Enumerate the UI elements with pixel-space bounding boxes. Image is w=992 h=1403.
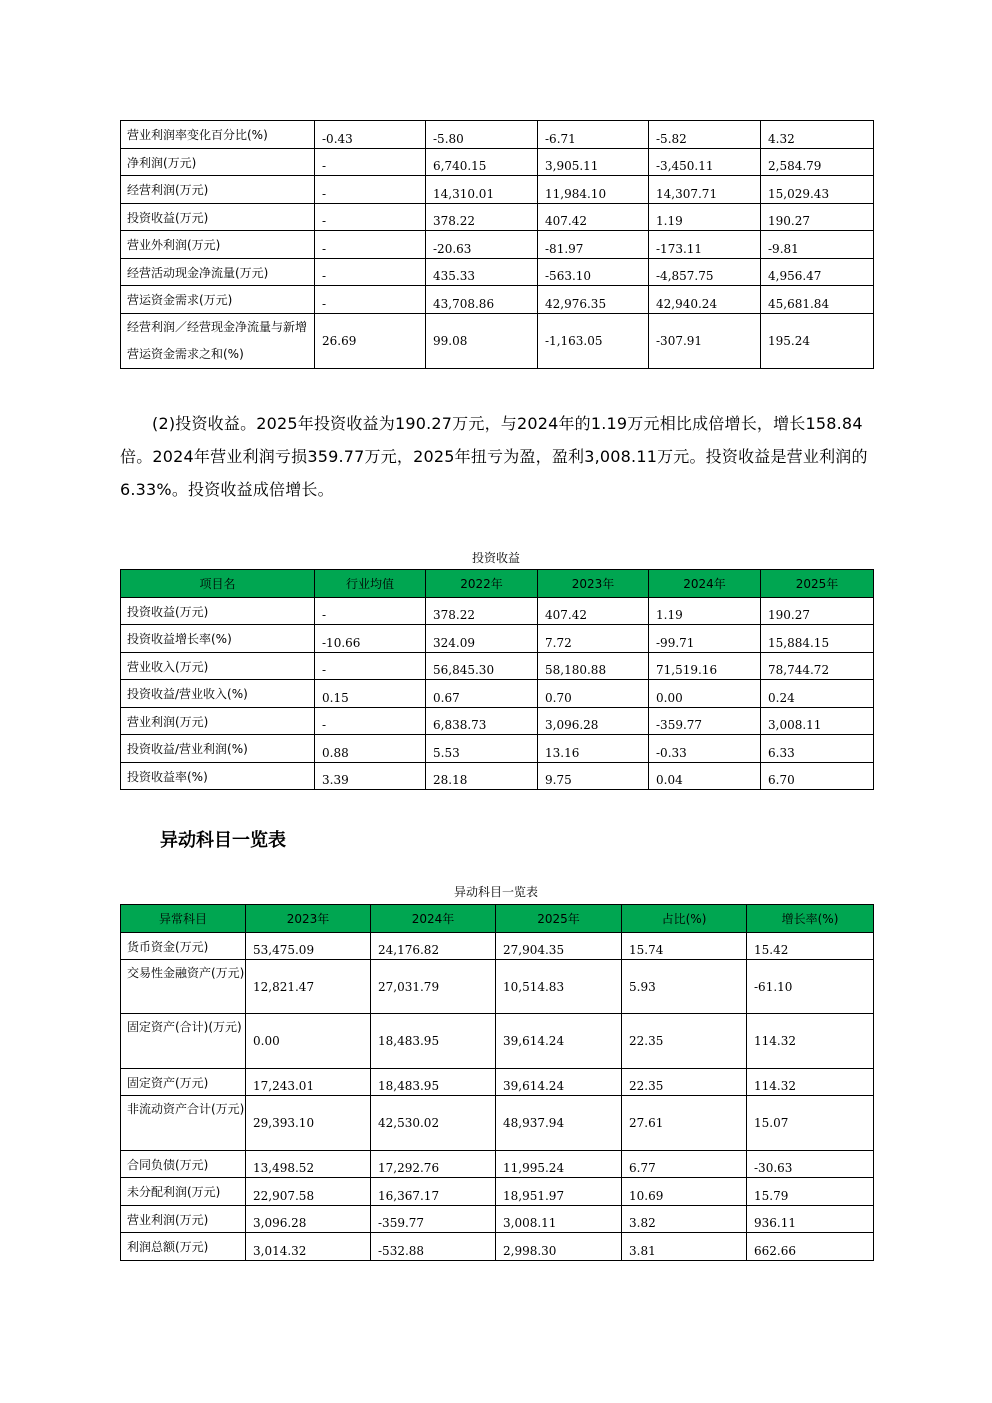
anomaly-table-caption: 异动科目一览表 (453, 885, 538, 899)
column-header: 行业均值 (315, 570, 426, 598)
cell: 1.19 (649, 598, 761, 625)
table-row (121, 286, 874, 314)
cell: 0.88 (315, 735, 426, 763)
cell: -6.71 (538, 121, 649, 149)
cell: -359.77 (371, 1206, 496, 1233)
cell: 53,475.09 (246, 933, 371, 960)
investment-income-caption: 投资收益 (471, 551, 520, 565)
cell: - (315, 176, 426, 204)
row-label: 货币资金(万元) (121, 933, 246, 960)
cell: 27,904.35 (496, 933, 622, 960)
row-label: 投资收益率(%) (121, 763, 315, 790)
cell: 18,951.97 (496, 1178, 622, 1206)
row-label: 营业收入(万元) (121, 653, 315, 680)
cell: 11,995.24 (496, 1151, 622, 1178)
cell: -61.10 (747, 960, 874, 1014)
cell: 58,180.88 (538, 653, 649, 680)
cell: -532.88 (371, 1233, 496, 1261)
cell: 18,483.95 (371, 1069, 496, 1096)
row-label: 经营利润(万元) (121, 176, 315, 204)
cell: 0.00 (246, 1014, 371, 1069)
row-label: 经营利润／经营现金净流量与新增营运资金需求之和(%) (121, 314, 315, 369)
cell: 78,744.72 (761, 653, 874, 680)
cell: 15.74 (622, 933, 747, 960)
cell: 10,514.83 (496, 960, 622, 1014)
cell: 12,821.47 (246, 960, 371, 1014)
row-label: 投资收益(万元) (121, 598, 315, 625)
row-label: 未分配利润(万元) (121, 1178, 246, 1206)
cell: 15.79 (747, 1178, 874, 1206)
row-label: 固定资产(合计)(万元) (121, 1014, 246, 1069)
cell: 39,614.24 (496, 1014, 622, 1069)
cell: 435.33 (426, 259, 538, 286)
column-header: 异常科目 (121, 905, 246, 933)
cell: 39,614.24 (496, 1069, 622, 1096)
cell: 43,708.86 (426, 286, 538, 314)
cell: -1,163.05 (538, 314, 649, 369)
table-row (121, 708, 874, 735)
cell: 6,838.73 (426, 708, 538, 735)
cell: - (315, 286, 426, 314)
table-row (121, 1233, 874, 1261)
table-row (121, 1151, 874, 1178)
row-label: 营业利润率变化百分比(%) (121, 121, 315, 149)
cell: 0.24 (761, 680, 874, 708)
cell: 71,519.16 (649, 653, 761, 680)
row-label: 投资收益/营业利润(%) (121, 735, 315, 763)
table-row (121, 598, 874, 625)
table-row (121, 1206, 874, 1233)
row-label: 利润总额(万元) (121, 1233, 246, 1261)
cell: 407.42 (538, 598, 649, 625)
table-row (121, 653, 874, 680)
table-header-row (121, 905, 874, 933)
cell: -5.80 (426, 121, 538, 149)
cell: 27,031.79 (371, 960, 496, 1014)
cell: 5.93 (622, 960, 747, 1014)
cell: -0.33 (649, 735, 761, 763)
table-row (121, 763, 874, 790)
analysis-paragraph (120, 407, 880, 506)
cell: 45,681.84 (761, 286, 874, 314)
table-header-row (121, 570, 874, 598)
cell: 42,940.24 (649, 286, 761, 314)
cell: -30.63 (747, 1151, 874, 1178)
cell: 2,584.79 (761, 149, 874, 176)
section-heading: 异动科目一览表 (160, 830, 286, 851)
column-header: 2023年 (246, 905, 371, 933)
cell: - (315, 204, 426, 231)
column-header: 增长率(%) (747, 905, 874, 933)
cell: 0.00 (649, 680, 761, 708)
cell: 26.69 (315, 314, 426, 369)
cell: 27.61 (622, 1096, 747, 1151)
cell: - (315, 598, 426, 625)
table-row (121, 680, 874, 708)
cell: -4,857.75 (649, 259, 761, 286)
cell: 3,096.28 (538, 708, 649, 735)
cell: 190.27 (761, 204, 874, 231)
cell: 11,984.10 (538, 176, 649, 204)
column-header: 2024年 (649, 570, 761, 598)
table-row (121, 625, 874, 653)
table-row (121, 1178, 874, 1206)
row-label: 净利润(万元) (121, 149, 315, 176)
cell: - (315, 259, 426, 286)
column-header: 占比(%) (622, 905, 747, 933)
cell: - (315, 231, 426, 259)
cell: 190.27 (761, 598, 874, 625)
cell: 29,393.10 (246, 1096, 371, 1151)
cell: -20.63 (426, 231, 538, 259)
table-row (121, 149, 874, 176)
cell: 324.09 (426, 625, 538, 653)
table-row (121, 176, 874, 204)
cell: 936.11 (747, 1206, 874, 1233)
cell: 28.18 (426, 763, 538, 790)
row-label: 营业外利润(万元) (121, 231, 315, 259)
cell: 9.75 (538, 763, 649, 790)
cell: 195.24 (761, 314, 874, 369)
cell: 114.32 (747, 1014, 874, 1069)
cell: 114.32 (747, 1069, 874, 1096)
cell: 3.82 (622, 1206, 747, 1233)
cell: -0.43 (315, 121, 426, 149)
cell: 4,956.47 (761, 259, 874, 286)
cell: 14,310.01 (426, 176, 538, 204)
investment-income-table (120, 569, 874, 790)
row-label: 投资收益(万元) (121, 204, 315, 231)
table-row (121, 1014, 874, 1069)
cell: 3.39 (315, 763, 426, 790)
cell: 7.72 (538, 625, 649, 653)
paragraph-text: (2)投资收益。2025年投资收益为190.27万元，与2024年的1.19万元相比成倍增长，增长158.84倍。2024年营业利润亏损359.77万元，2025年扭亏为盈，盈利3,008.11万元。投资收益是营业利润的6.33%。投资收益成倍增长。 (120, 414, 868, 499)
row-label: 合同负债(万元) (121, 1151, 246, 1178)
cell: -3,450.11 (649, 149, 761, 176)
cell: 42,976.35 (538, 286, 649, 314)
table-row (121, 1096, 874, 1151)
cell: 14,307.71 (649, 176, 761, 204)
cell: - (315, 708, 426, 735)
row-label: 营运资金需求(万元) (121, 286, 315, 314)
cell: -563.10 (538, 259, 649, 286)
cell: 3,008.11 (761, 708, 874, 735)
table-row (121, 960, 874, 1014)
cell: 1.19 (649, 204, 761, 231)
table-row (121, 933, 874, 960)
cell: 99.08 (426, 314, 538, 369)
cell: 6.33 (761, 735, 874, 763)
table-row (121, 1069, 874, 1096)
cell: 407.42 (538, 204, 649, 231)
cell: 16,367.17 (371, 1178, 496, 1206)
row-label: 营业利润(万元) (121, 708, 315, 735)
row-label: 非流动资产合计(万元) (121, 1096, 246, 1151)
cell: 13.16 (538, 735, 649, 763)
column-header: 2025年 (496, 905, 622, 933)
cell: 10.69 (622, 1178, 747, 1206)
cell: 0.04 (649, 763, 761, 790)
cell: 48,937.94 (496, 1096, 622, 1151)
cell: 662.66 (747, 1233, 874, 1261)
row-label: 固定资产(万元) (121, 1069, 246, 1096)
cell: 15,884.15 (761, 625, 874, 653)
cell: 15.42 (747, 933, 874, 960)
cell: 2,998.30 (496, 1233, 622, 1261)
row-label: 经营活动现金净流量(万元) (121, 259, 315, 286)
table-row (121, 314, 874, 369)
cell: 15,029.43 (761, 176, 874, 204)
table-row (121, 259, 874, 286)
cell: -173.11 (649, 231, 761, 259)
cell: 13,498.52 (246, 1151, 371, 1178)
row-label: 投资收益/营业收入(%) (121, 680, 315, 708)
cell: 24,176.82 (371, 933, 496, 960)
table-row (121, 204, 874, 231)
cell: -99.71 (649, 625, 761, 653)
cell: 22.35 (622, 1014, 747, 1069)
table-row (121, 735, 874, 763)
cell: 22.35 (622, 1069, 747, 1096)
cell: 0.67 (426, 680, 538, 708)
cell: -9.81 (761, 231, 874, 259)
cell: - (315, 653, 426, 680)
cell: -81.97 (538, 231, 649, 259)
cell: 17,243.01 (246, 1069, 371, 1096)
cell: 56,845.30 (426, 653, 538, 680)
cell: 18,483.95 (371, 1014, 496, 1069)
column-header: 项目名 (121, 570, 315, 598)
cell: 0.15 (315, 680, 426, 708)
cell: -10.66 (315, 625, 426, 653)
row-label: 投资收益增长率(%) (121, 625, 315, 653)
row-label: 交易性金融资产(万元) (121, 960, 246, 1014)
row-label: 营业利润(万元) (121, 1206, 246, 1233)
cell: 3.81 (622, 1233, 747, 1261)
table-row (121, 231, 874, 259)
cell: 3,014.32 (246, 1233, 371, 1261)
cell: 6,740.15 (426, 149, 538, 176)
cell: -359.77 (649, 708, 761, 735)
cell: 15.07 (747, 1096, 874, 1151)
column-header: 2024年 (371, 905, 496, 933)
cell: -5.82 (649, 121, 761, 149)
cell: 3,096.28 (246, 1206, 371, 1233)
cell: 0.70 (538, 680, 649, 708)
column-header: 2025年 (761, 570, 874, 598)
cell: 22,907.58 (246, 1178, 371, 1206)
cell: 4.32 (761, 121, 874, 149)
cell: -307.91 (649, 314, 761, 369)
cell: 378.22 (426, 204, 538, 231)
cell: 42,530.02 (371, 1096, 496, 1151)
anomaly-items-table (120, 904, 874, 1261)
cell: 3,905.11 (538, 149, 649, 176)
cell: 3,008.11 (496, 1206, 622, 1233)
profit-metrics-table (120, 120, 874, 369)
cell: 378.22 (426, 598, 538, 625)
cell: - (315, 149, 426, 176)
profit-metrics-body (121, 121, 874, 369)
cell: 6.77 (622, 1151, 747, 1178)
column-header: 2023年 (538, 570, 649, 598)
cell: 5.53 (426, 735, 538, 763)
table-row (121, 121, 874, 149)
cell: 6.70 (761, 763, 874, 790)
cell: 17,292.76 (371, 1151, 496, 1178)
column-header: 2022年 (426, 570, 538, 598)
